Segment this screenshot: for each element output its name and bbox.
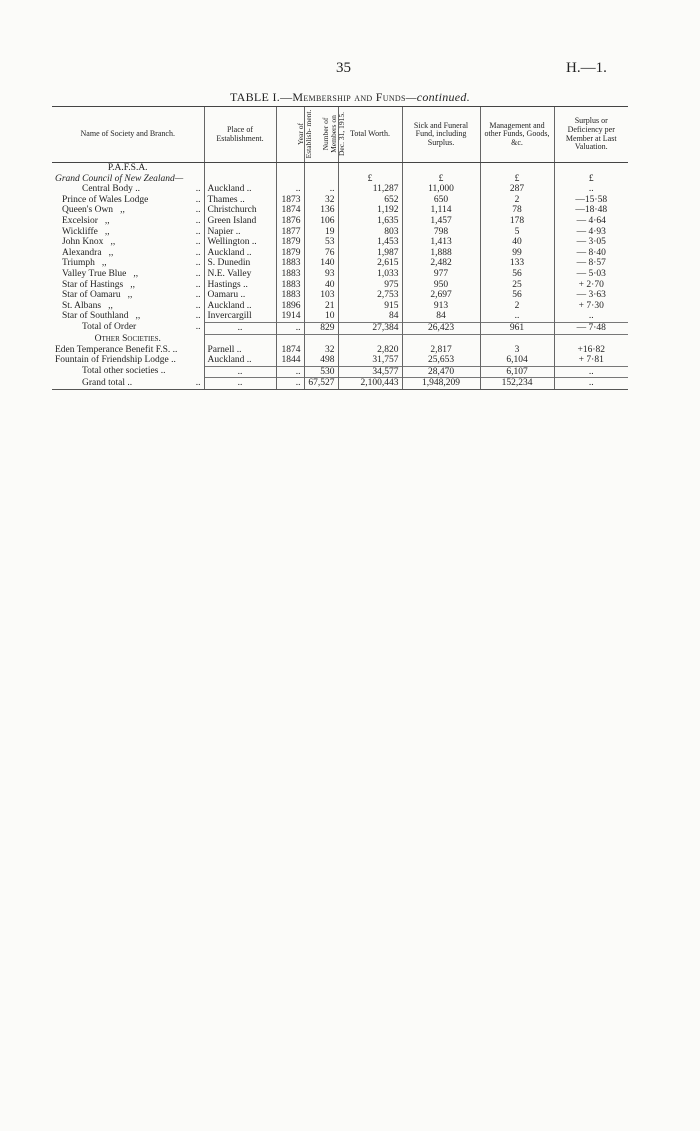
surplus-cell: —15·58 <box>554 195 628 206</box>
society-name: Eden Temperance Benefit F.S. .. <box>55 344 178 355</box>
worth-cell: 11,287 <box>338 184 402 195</box>
sick-cell: 913 <box>402 301 480 312</box>
total-row <box>52 366 628 378</box>
grand-total-row <box>52 378 628 390</box>
mgmt-cell: 152,234 <box>480 378 554 390</box>
table-title-suffix: —continued. <box>405 90 471 104</box>
ditto-mark: ,, <box>110 237 116 248</box>
place-cell: Wellington .. <box>204 237 276 248</box>
place-cell: Auckland .. <box>204 355 276 366</box>
society-name-cell <box>52 301 204 312</box>
pound-row <box>52 174 628 185</box>
ditto-mark: ,, <box>135 311 141 322</box>
worth-cell: 1,033 <box>338 269 402 280</box>
society-name: Central Body .. <box>82 184 141 195</box>
year-cell: 1844 <box>276 355 304 366</box>
sick-cell: 977 <box>402 269 480 280</box>
place-cell: S. Dunedin <box>204 258 276 269</box>
col-header-mgmt: Management and other Funds, Goods, &c. <box>480 107 554 163</box>
table-row <box>52 248 628 259</box>
society-name: Excelsior <box>62 215 98 226</box>
members-cell: 103 <box>304 290 338 301</box>
mgmt-cell: 78 <box>480 205 554 216</box>
members-cell: 106 <box>304 216 338 227</box>
mgmt-cell: 40 <box>480 237 554 248</box>
surplus-cell: + 7·81 <box>554 355 628 366</box>
grand-total-label-cell <box>52 378 204 390</box>
worth-cell: 27,384 <box>338 322 402 334</box>
mgmt-cell: 6,104 <box>480 355 554 366</box>
society-name-cell <box>52 280 204 291</box>
members-cell: .. <box>304 184 338 195</box>
mgmt-cell: 133 <box>480 258 554 269</box>
surplus-cell: —18·48 <box>554 205 628 216</box>
place-cell: Auckland .. <box>204 248 276 259</box>
year-cell: 1879 <box>276 237 304 248</box>
place-cell: Napier .. <box>204 227 276 238</box>
sick-cell: 11,000 <box>402 184 480 195</box>
sick-cell: 1,114 <box>402 205 480 216</box>
society-name-cell <box>52 205 204 216</box>
place-cell: .. <box>204 322 276 334</box>
society-name: Triumph <box>62 258 95 269</box>
members-cell: 67,527 <box>304 378 338 390</box>
surplus-cell: — 8·40 <box>554 248 628 259</box>
table-row <box>52 205 628 216</box>
sick-cell: 2,817 <box>402 345 480 356</box>
table-row <box>52 345 628 356</box>
society-name: St. Albans <box>62 300 102 311</box>
leader-dots: .. <box>195 311 201 322</box>
society-name-cell <box>52 290 204 301</box>
society-name: Star of Hastings <box>62 279 124 290</box>
place-cell: .. <box>204 378 276 390</box>
ditto-mark: ,, <box>108 247 114 258</box>
mgmt-cell: 2 <box>480 301 554 312</box>
year-cell: 1883 <box>276 269 304 280</box>
members-cell: 530 <box>304 366 338 378</box>
leader-dots: .. <box>195 226 201 237</box>
year-cell: .. <box>276 184 304 195</box>
mgmt-cell: 287 <box>480 184 554 195</box>
members-cell: 21 <box>304 301 338 312</box>
table-body <box>52 163 628 390</box>
mgmt-cell: 56 <box>480 290 554 301</box>
year-cell: 1896 <box>276 301 304 312</box>
worth-cell: 31,757 <box>338 355 402 366</box>
year-cell: 1883 <box>276 290 304 301</box>
society-name: John Knox <box>62 237 104 248</box>
worth-cell: 2,753 <box>338 290 402 301</box>
total-label: Total of Order <box>82 322 137 333</box>
leader-dots: .. <box>195 237 201 248</box>
surplus-cell: — 8·57 <box>554 258 628 269</box>
surplus-cell: — 4·93 <box>554 227 628 238</box>
society-name-cell <box>52 269 204 280</box>
members-cell: 32 <box>304 195 338 206</box>
table-row <box>52 195 628 206</box>
society-name: Wickliffe <box>62 226 98 237</box>
leader-dots: .. <box>195 258 201 269</box>
mgmt-cell: .. <box>480 311 554 322</box>
leader-dots: .. <box>195 205 201 216</box>
place-cell: Green Island <box>204 216 276 227</box>
members-cell: 76 <box>304 248 338 259</box>
members-cell: 498 <box>304 355 338 366</box>
sick-cell: 26,423 <box>402 322 480 334</box>
society-name: Valley True Blue <box>62 268 127 279</box>
col-header-members-text: Number of Members on Dec. 31, 1915. <box>320 112 346 157</box>
members-cell: 53 <box>304 237 338 248</box>
ditto-mark: ,, <box>120 205 125 216</box>
table-row <box>52 301 628 312</box>
surplus-cell: + 2·70 <box>554 280 628 291</box>
year-cell: 1877 <box>276 227 304 238</box>
sick-cell: 1,413 <box>402 237 480 248</box>
sick-cell: 1,948,209 <box>402 378 480 390</box>
worth-cell: 915 <box>338 301 402 312</box>
year-cell: 1883 <box>276 280 304 291</box>
sick-cell: 84 <box>402 311 480 322</box>
grand-total-label: Grand total .. <box>82 377 133 388</box>
place-cell: Parnell .. <box>204 345 276 356</box>
members-cell: 10 <box>304 311 338 322</box>
year-cell: 1914 <box>276 311 304 322</box>
year-cell: 1874 <box>276 345 304 356</box>
total-label: Total other societies .. <box>82 366 166 377</box>
leader-dots: .. <box>195 247 201 258</box>
table-row <box>52 227 628 238</box>
worth-cell: 1,635 <box>338 216 402 227</box>
year-cell: 1873 <box>276 195 304 206</box>
society-name-cell <box>52 311 204 322</box>
table-row <box>52 290 628 301</box>
worth-cell: 803 <box>338 227 402 238</box>
total-label-cell <box>52 322 204 334</box>
sick-cell: 28,470 <box>402 366 480 378</box>
pound-sign: £ <box>338 174 402 185</box>
pound-sign: £ <box>480 174 554 185</box>
place-cell: Oamaru .. <box>204 290 276 301</box>
leader-dots: .. <box>195 279 201 290</box>
sick-cell: 1,457 <box>402 216 480 227</box>
section-heading-other: Other Societies. <box>94 334 161 344</box>
ditto-mark: ,, <box>130 279 135 290</box>
worth-cell: 34,577 <box>338 366 402 378</box>
place-cell: Auckland .. <box>204 184 276 195</box>
document-code: H.—1. <box>566 60 607 76</box>
page-number: 35 <box>336 60 351 76</box>
mgmt-cell: 178 <box>480 216 554 227</box>
year-cell: .. <box>276 378 304 390</box>
place-cell: Christchurch <box>204 205 276 216</box>
worth-cell: 1,192 <box>338 205 402 216</box>
worth-cell: 84 <box>338 311 402 322</box>
surplus-cell: — 4·64 <box>554 216 628 227</box>
leader-dots: .. <box>195 215 201 226</box>
mgmt-cell: 5 <box>480 227 554 238</box>
sick-cell: 25,653 <box>402 355 480 366</box>
year-cell: 1874 <box>276 205 304 216</box>
members-cell: 136 <box>304 205 338 216</box>
leader-dots: .. <box>195 322 201 333</box>
mgmt-cell: 3 <box>480 345 554 356</box>
members-cell: 19 <box>304 227 338 238</box>
leader-dots: .. <box>195 184 201 195</box>
place-cell: N.E. Valley <box>204 269 276 280</box>
society-name-cell <box>52 216 204 227</box>
surplus-cell: .. <box>554 366 628 378</box>
table-row <box>52 216 628 227</box>
leader-dots: .. <box>195 268 201 279</box>
worth-cell: 652 <box>338 195 402 206</box>
ditto-mark: ,, <box>127 290 133 301</box>
table-row <box>52 269 628 280</box>
year-cell: 1876 <box>276 216 304 227</box>
section-heading-pafsa: P.A.F.S.A. <box>107 163 148 173</box>
society-name: Star of Southland <box>62 311 129 322</box>
sick-cell: 2,482 <box>402 258 480 269</box>
ditto-mark: ,, <box>104 215 110 226</box>
mgmt-cell: 25 <box>480 280 554 291</box>
col-header-surplus: Surplus or Deficiency per Member at Last Valuation. <box>554 107 628 163</box>
ditto-mark: ,, <box>108 300 113 311</box>
sick-cell: 2,697 <box>402 290 480 301</box>
table-row <box>52 355 628 366</box>
surplus-cell: .. <box>554 311 628 322</box>
col-header-worth: Total Worth. <box>338 107 402 163</box>
worth-cell: 975 <box>338 280 402 291</box>
mgmt-cell: 6,107 <box>480 366 554 378</box>
mgmt-cell: 99 <box>480 248 554 259</box>
sick-cell: 798 <box>402 227 480 238</box>
society-name-cell <box>52 258 204 269</box>
place-cell: .. <box>204 366 276 378</box>
society-name-cell <box>52 227 204 238</box>
surplus-cell: +16·82 <box>554 345 628 356</box>
leader-dots: .. <box>195 290 201 301</box>
members-cell: 829 <box>304 322 338 334</box>
society-name-cell <box>52 237 204 248</box>
society-name: Prince of Wales Lodge <box>62 194 149 205</box>
col-header-sick: Sick and Funeral Fund, including Surplus. <box>402 107 480 163</box>
col-header-year <box>276 107 313 163</box>
place-cell: Invercargill <box>204 311 276 322</box>
surplus-cell: .. <box>554 378 628 390</box>
surplus-cell: — 3·63 <box>554 290 628 301</box>
table-title-main: Membership and Funds <box>292 90 406 104</box>
society-name-cell <box>52 184 204 195</box>
sick-cell: 950 <box>402 280 480 291</box>
surplus-cell: + 7·30 <box>554 301 628 312</box>
sick-cell: 650 <box>402 195 480 206</box>
table-title <box>0 90 700 105</box>
table-row <box>52 184 628 195</box>
table-row <box>52 311 628 322</box>
place-cell: Hastings .. <box>204 280 276 291</box>
members-cell: 93 <box>304 269 338 280</box>
society-name-cell <box>52 195 204 206</box>
members-cell: 40 <box>304 280 338 291</box>
society-name-cell <box>52 248 204 259</box>
leader-dots: .. <box>195 377 201 388</box>
pound-sign: £ <box>402 174 480 185</box>
surplus-cell: .. <box>554 184 628 195</box>
place-cell: Auckland .. <box>204 301 276 312</box>
worth-cell: 1,987 <box>338 248 402 259</box>
year-cell: .. <box>276 322 304 334</box>
total-row <box>52 322 628 334</box>
place-cell: Thames .. <box>204 195 276 206</box>
surplus-cell: — 5·03 <box>554 269 628 280</box>
society-name: Star of Oamaru <box>62 290 121 301</box>
surplus-cell: — 7·48 <box>554 322 628 334</box>
members-cell: 140 <box>304 258 338 269</box>
leader-dots: .. <box>195 194 201 205</box>
year-cell: 1883 <box>276 258 304 269</box>
table-row <box>52 258 628 269</box>
year-cell: 1879 <box>276 248 304 259</box>
grand-council-label: Grand Council of New Zealand— <box>55 173 184 184</box>
ditto-mark: ,, <box>101 258 107 269</box>
col-header-place: Place of Establishment. <box>204 107 276 163</box>
table-row <box>52 237 628 248</box>
ditto-mark: ,, <box>104 226 110 237</box>
col-header-name: Name of Society and Branch. <box>52 107 204 163</box>
pound-sign: £ <box>554 174 628 185</box>
surplus-cell: — 3·05 <box>554 237 628 248</box>
worth-cell: 1,453 <box>338 237 402 248</box>
mgmt-cell: 2 <box>480 195 554 206</box>
year-cell: .. <box>276 366 304 378</box>
membership-funds-table <box>52 106 628 390</box>
worth-cell: 2,100,443 <box>338 378 402 390</box>
society-name: Alexandra <box>62 247 102 258</box>
society-name: Queen's Own <box>62 205 114 216</box>
mgmt-cell: 56 <box>480 269 554 280</box>
col-header-year-text: Year of Establish- ment. <box>295 109 313 159</box>
leader-dots: .. <box>195 300 201 311</box>
society-name: Fountain of Friendship Lodge .. <box>55 355 176 366</box>
worth-cell: 2,820 <box>338 345 402 356</box>
members-cell: 32 <box>304 345 338 356</box>
worth-cell: 2,615 <box>338 258 402 269</box>
ditto-mark: ,, <box>133 268 139 279</box>
section-heading-row <box>52 163 628 174</box>
mgmt-cell: 961 <box>480 322 554 334</box>
table-row <box>52 280 628 291</box>
sick-cell: 1,888 <box>402 248 480 259</box>
table-title-prefix: TABLE I.— <box>229 90 293 104</box>
section-heading-row <box>52 334 628 345</box>
